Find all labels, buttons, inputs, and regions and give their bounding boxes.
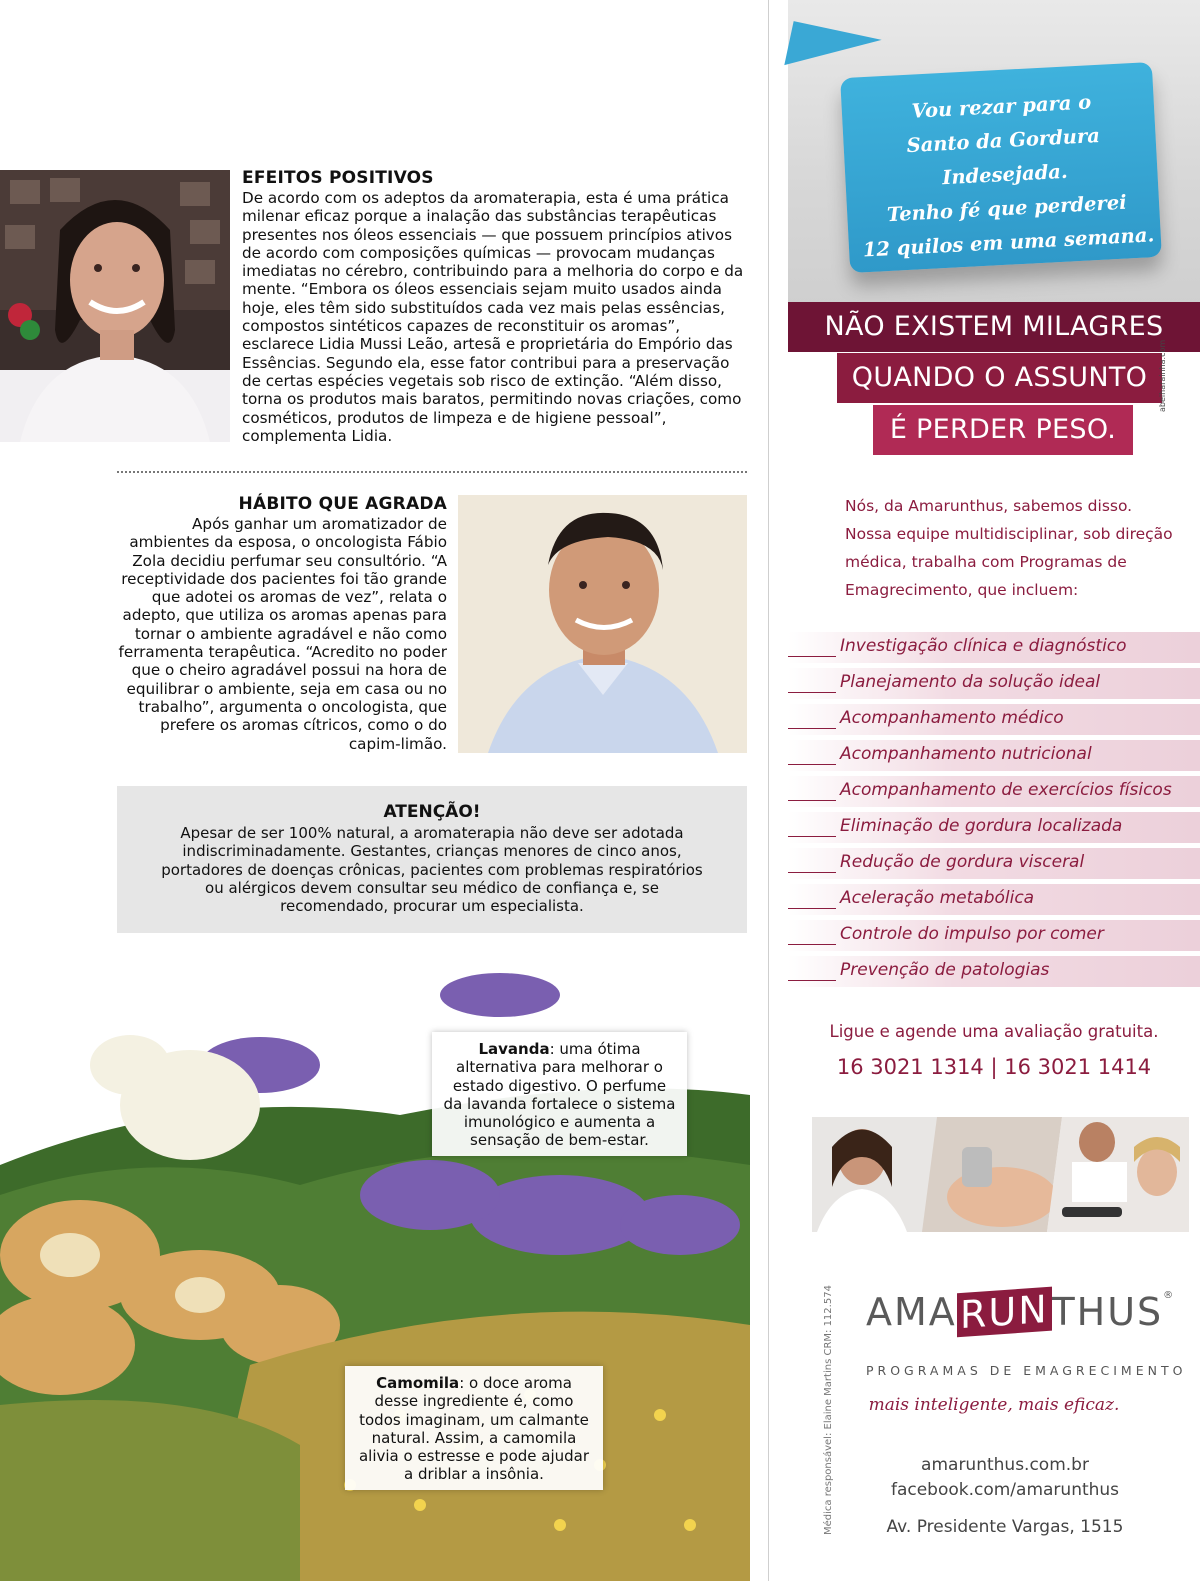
photo-lidia — [0, 170, 230, 442]
bubble-line: Vou rezar para o — [911, 90, 1092, 123]
bubble-text — [851, 82, 1159, 267]
atencao-title: ATENÇÃO! — [383, 802, 481, 822]
column-divider — [768, 0, 769, 1581]
logo-right: THUS — [1051, 1290, 1164, 1334]
phone-numbers: 16 3021 1314 | 16 3021 1414 — [836, 1055, 1152, 1079]
photo-strip — [812, 1117, 1189, 1232]
facebook-link[interactable]: facebook.com/amarunthus — [890, 1480, 1120, 1500]
cta-text: Ligue e agende uma avaliação gratuita. — [829, 1022, 1159, 1041]
list-item: Acompanhamento médico — [788, 704, 1200, 735]
camomila-name: Camomila — [376, 1374, 460, 1392]
website-link[interactable]: amarunthus.com.br — [921, 1455, 1089, 1475]
vertical-url: abelharainha.com — [1158, 339, 1167, 412]
list-item: Planejamento da solução ideal — [788, 668, 1200, 699]
efeitos-title: EFEITOS POSITIVOS — [242, 168, 434, 188]
photo-fabio — [458, 495, 747, 753]
list-item: Acompanhamento nutricional — [788, 740, 1200, 771]
habito-body: Após ganhar um aromatizador de ambientes da esposa, o oncologista Fábio Zola decidiu perfumar seu consultório. “A receptividade dos pacientes foi tão grande que adotei os aromas de vez”, relata o adepto, que utiliza os aromas apenas para tornar o ambiente agradável e não como ferramenta terapêutica. “Acredito no poder que o cheiro agradável possui na hora de equilibrar o ambiente, seja em casa ou no trabalho”, argumenta o oncologista, que prefere os aromas cítricos, como o do capim-limão. — [118, 515, 447, 753]
band-1: NÃO EXISTEM MILAGRES — [788, 302, 1200, 352]
bubble-line: 12 quilos em uma semana. — [862, 223, 1155, 262]
list-item: Redução de gordura visceral — [788, 848, 1200, 879]
caption-camomila — [345, 1366, 603, 1490]
list-item: Eliminação de gordura localizada — [788, 812, 1200, 843]
slogan: mais inteligente, mais eficaz. — [868, 1395, 1120, 1415]
crm-info: Médica responsável: Elaine Martins CRM: 112.574 — [823, 1285, 834, 1535]
logo-registered: ® — [1163, 1290, 1176, 1301]
logo-mid: RUN — [957, 1287, 1052, 1338]
list-item: Controle do impulso por comer — [788, 920, 1200, 951]
list-item: Acompanhamento de exercícios físicos — [788, 776, 1200, 807]
list-item: Investigação clínica e diagnóstico — [788, 632, 1200, 663]
efeitos-body: De acordo com os adeptos da aromaterapia, esta é uma prática milenar eficaz porque a inalação das substâncias terapêuticas presentes nos óleos essenciais — que possuem princípios ativos de acordo com composições químicas — provocam mudanças imediatas no cérebro, contribuindo para a melhoria do corpo e da mente. “Embora os óleos essenciais sejam muito usados ainda hoje, eles têm sido substituídos cada vez mais pelas essências, compostos sintéticos capazes de reconstituir os aromas”, esclarece Lidia Mussi Leão, artesã e proprietária do Empório das Essências. Segundo ela, esse fator contribui para a preservação de certas espécies vegetais sob risco de extinção. “Além disso, torna os produtos mais baratos, permitindo novas criações, como cosméticos, produtos de limpeza e de higiene pessoal”, complementa Lidia. — [242, 189, 744, 445]
bubble-line: Tenho fé que perderei — [886, 190, 1128, 227]
band-3: É PERDER PESO. — [873, 405, 1133, 455]
program-list — [788, 632, 1200, 992]
atencao-body: Apesar de ser 100% natural, a aromaterapia não deve ser adotada indiscriminadamente. Gestantes, crianças menores de cinco anos, portadores de doenças crônicas, pacientes com problemas respiratórios ou alérgicos devem consultar seu médico de confiança e, se recomendado, procurar um especialista. — [161, 824, 703, 916]
bubble-line: Santo da Gordura Indesejada. — [906, 124, 1101, 190]
list-item: Prevenção de patologias — [788, 956, 1200, 987]
logo-tagline: PROGRAMAS DE EMAGRECIMENTO — [866, 1363, 1187, 1378]
lavanda-name: Lavanda — [478, 1040, 550, 1058]
address: Av. Presidente Vargas, 1515 — [886, 1517, 1124, 1537]
section-divider — [117, 471, 747, 473]
caption-lavanda — [432, 1032, 687, 1156]
camomila-text: : o doce aroma desse ingrediente é, como todos imaginam, um calmante natural. Assim, a camomila alivia o estresse e pode ajudar a driblar a insônia. — [358, 1374, 590, 1484]
amarunthus-logo — [866, 1286, 1176, 1338]
logo-left: AMA — [866, 1290, 957, 1334]
lavanda-text: : uma ótima alternativa para melhorar o estado digestivo. O perfume da lavanda fortalece o sistema imunológico e aumenta a sensação de bem-estar. — [443, 1040, 676, 1150]
list-item: Aceleração metabólica — [788, 884, 1200, 915]
habito-title: HÁBITO QUE AGRADA — [238, 494, 447, 514]
band-2: QUANDO O ASSUNTO — [837, 353, 1162, 403]
atencao-box — [117, 786, 747, 933]
ad-intro: Nós, da Amarunthus, sabemos disso. Nossa equipe multidisciplinar, sob direção médica, trabalha com Programas de Emagrecimento, que incluem: — [845, 497, 1173, 599]
